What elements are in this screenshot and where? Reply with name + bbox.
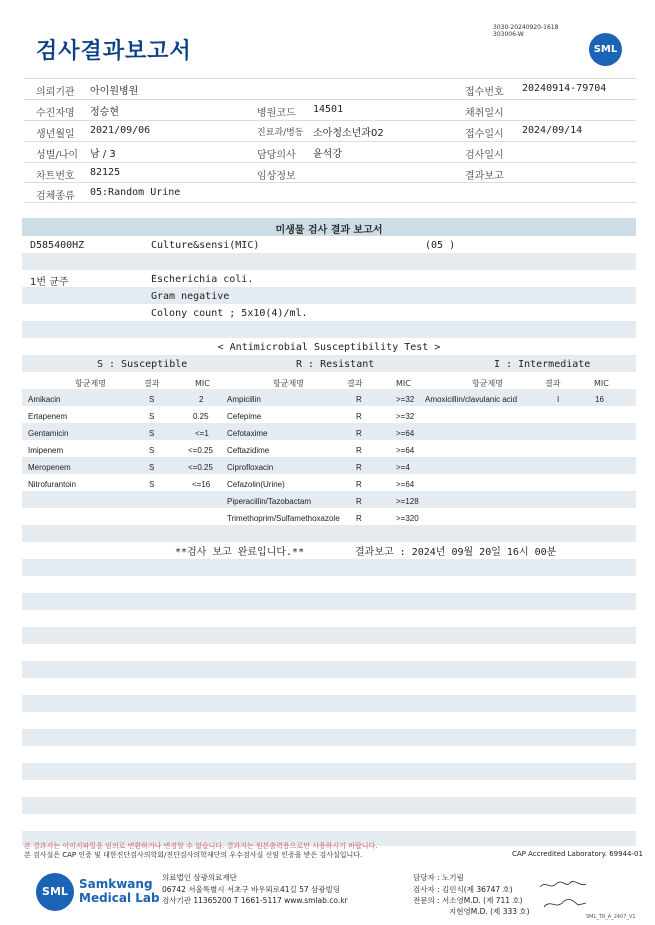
staff-manager: 담당자 : 노기림 [413,873,464,882]
row-stripe [22,695,636,712]
label-hospital-code: 병원코드 [257,108,296,119]
row-stripe [22,729,636,746]
col2-header-result: 결과 [347,379,363,388]
ast-result: R [356,463,362,472]
row-stripe [22,321,636,338]
test-name: Culture&sensi(MIC) [151,240,260,251]
ast-result: I [557,395,560,404]
label-clinical-info: 임상정보 [257,171,296,182]
label-receipt-no: 접수번호 [465,87,504,98]
value-doctor: 윤석강 [313,149,342,160]
value-specimen: 05:Random Urine [90,187,181,198]
ast-drug: Piperacillin/Tazobactam [227,497,312,506]
ast-drug: Ampicillin [227,395,261,404]
col1-header-result: 결과 [144,379,160,388]
row-stripe [22,253,636,270]
value-chart-no: 82125 [90,167,121,178]
ast-result: S [149,480,155,489]
row-stripe [22,287,636,304]
ast-mic: >=320 [396,514,419,523]
ast-mic: >=32 [396,412,415,421]
organism-name: Escherichia coli. [151,274,254,285]
signature-specialist [540,895,588,913]
col1-header-mic: MIC [195,379,210,388]
row-stripe [22,593,636,610]
signature-tester [538,878,588,892]
label-department: 진료과/병동 [257,128,304,138]
value-patient-name: 정승현 [90,107,119,118]
divider [24,141,636,142]
col3-header-mic: MIC [594,379,609,388]
divider [24,99,636,100]
ast-result: S [149,429,155,438]
test-code: D585400HZ [30,240,85,251]
ast-mic: 0.25 [193,412,209,421]
report-complete-text: **검사 보고 완료입니다.** [175,547,305,558]
col2-header-drug: 항균제명 [273,379,304,388]
ast-mic: <=1 [195,429,209,438]
company-name-en: Samkwang Medical Lab [79,877,160,905]
notice-accreditation: 본 검사실은 CAP 인증 및 대한진단검사의학회/진단검사의학재단의 우수검사실 신임 인증을 받은 검사실입니다. [24,851,363,859]
divider [24,162,636,163]
ast-drug: Gentamicin [28,429,69,438]
ast-drug: Amikacin [28,395,61,404]
row-stripe [22,763,636,780]
ast-mic: >=64 [396,480,415,489]
ast-result: S [149,463,155,472]
ast-result: S [149,395,155,404]
notice-red: 본 결과지는 이미지파일을 임의로 변환하거나 변경할 수 없습니다. 결과지는 원본출력용으로만 사용하시기 바랍니다. [24,842,378,850]
ast-drug: Nitrofurantoin [28,480,77,489]
col1-header-drug: 항균제명 [75,379,106,388]
label-collection-date: 채취일시 [465,108,504,119]
divider [24,78,636,79]
ast-result: R [356,395,362,404]
row-stripe [22,797,636,814]
row-stripe [22,389,636,406]
value-birthdate: 2021/09/06 [90,125,151,136]
label-hospital: 의뢰기관 [36,87,75,98]
ast-result: S [149,446,155,455]
ast-mic: <=16 [192,480,211,489]
label-sex-age: 성별/나이 [36,150,79,161]
staff-tester: 검사자 : 김민식(제 36747 호) [413,885,513,894]
ast-mic: <=0.25 [188,446,213,455]
ast-mic: 16 [595,395,604,404]
row-stripe [22,457,636,474]
divider [24,182,636,183]
gram-stain: Gram negative [151,291,230,302]
ast-mic: >=32 [396,395,415,404]
organism-label: 1번 균주 [30,277,69,288]
legend-resistant: R : Resistant [296,359,375,370]
sml-logo: SML [589,33,622,66]
ast-drug: Cefazolin(Urine) [227,480,285,489]
row-stripe [22,627,636,644]
ast-mic: >=4 [396,463,410,472]
col2-header-mic: MIC [396,379,411,388]
label-test-date: 검사일시 [465,150,504,161]
ast-mic: >=64 [396,429,415,438]
result-report-datetime: 결과보고 : 2024년 09월 20일 16시 00분 [355,547,557,558]
org-name: 의료법인 삼광의료재단 [162,873,237,882]
label-birthdate: 생년월일 [36,129,75,140]
staff-specialist-2: 지현영M.D. (제 333 호) [449,907,530,916]
sml-logo-footer: SML [36,873,74,911]
divider [24,120,636,121]
value-hospital: 아이원병원 [90,86,139,97]
staff-specialist-1: 전문의 : 서소영M.D. (제 711 호) [413,896,523,905]
ast-result: S [149,412,155,421]
row-stripe [22,423,636,440]
ast-result: R [356,497,362,506]
ast-drug: Ciprofloxacin [227,463,274,472]
org-address: 06742 서울특별시 서초구 바우뫼로41길 57 삼광빌딩 [162,885,341,894]
row-stripe [22,491,636,508]
ast-mic: <=0.25 [188,463,213,472]
ast-result: R [356,429,362,438]
ast-drug: Cefotaxime [227,429,268,438]
section-title: 미생물 검사 결과 보고서 [275,225,383,236]
ast-drug: Amoxicillin/clavulanic acid [425,395,518,404]
form-code: SML_TR_A_2407_V1 [586,914,636,920]
document-id: 3030-20240920-1618 303006-W [493,24,559,38]
row-stripe [22,661,636,678]
ast-drug: Cefepime [227,412,262,421]
value-receipt-no: 20240914-79704 [522,83,607,94]
row-stripe [22,525,636,542]
row-stripe [22,559,636,576]
label-chart-no: 차트번호 [36,171,75,182]
ast-result: R [356,514,362,523]
value-receipt-date: 2024/09/14 [522,125,583,136]
ast-result: R [356,446,362,455]
colony-count: Colony count ; 5x10(4)/ml. [151,308,308,319]
ast-title: < Antimicrobial Susceptibility Test > [217,342,441,353]
legend-intermediate: I : Intermediate [494,359,591,370]
ast-drug: Ceftazidime [227,446,270,455]
ast-drug: Trimethoprim/Sulfamethoxazole [227,514,340,523]
label-doctor: 담당의사 [257,150,296,161]
divider [24,202,636,203]
col3-header-drug: 항균제명 [472,379,503,388]
ast-result: R [356,412,362,421]
value-hospital-code: 14501 [313,104,344,115]
col3-header-result: 결과 [545,379,561,388]
cap-accreditation: CAP Accredited Laboratory. 69944-01 [512,850,643,858]
ast-mic: >=128 [396,497,419,506]
value-sex-age: 남 / 3 [90,149,116,160]
label-receipt-date: 접수일시 [465,129,504,140]
ast-mic: >=64 [396,446,415,455]
org-contact: 검사기관 11365200 T 1661-5117 www.smlab.co.kr [162,896,348,905]
page-title: 검사결과보고서 [36,39,192,64]
value-department: 소아청소년과02 [313,128,384,139]
test-specimen-code: (05 ) [425,240,456,251]
ast-drug: Meropenem [28,463,71,472]
ast-result: R [356,480,362,489]
ast-mic: 2 [199,395,204,404]
label-specimen: 검체종류 [36,191,75,202]
ast-drug: Imipenem [28,446,64,455]
legend-susceptible: S : Susceptible [97,359,188,370]
label-result-report: 결과보고 [465,171,504,182]
ast-drug: Ertapenem [28,412,68,421]
label-patient-name: 수진자명 [36,108,75,119]
